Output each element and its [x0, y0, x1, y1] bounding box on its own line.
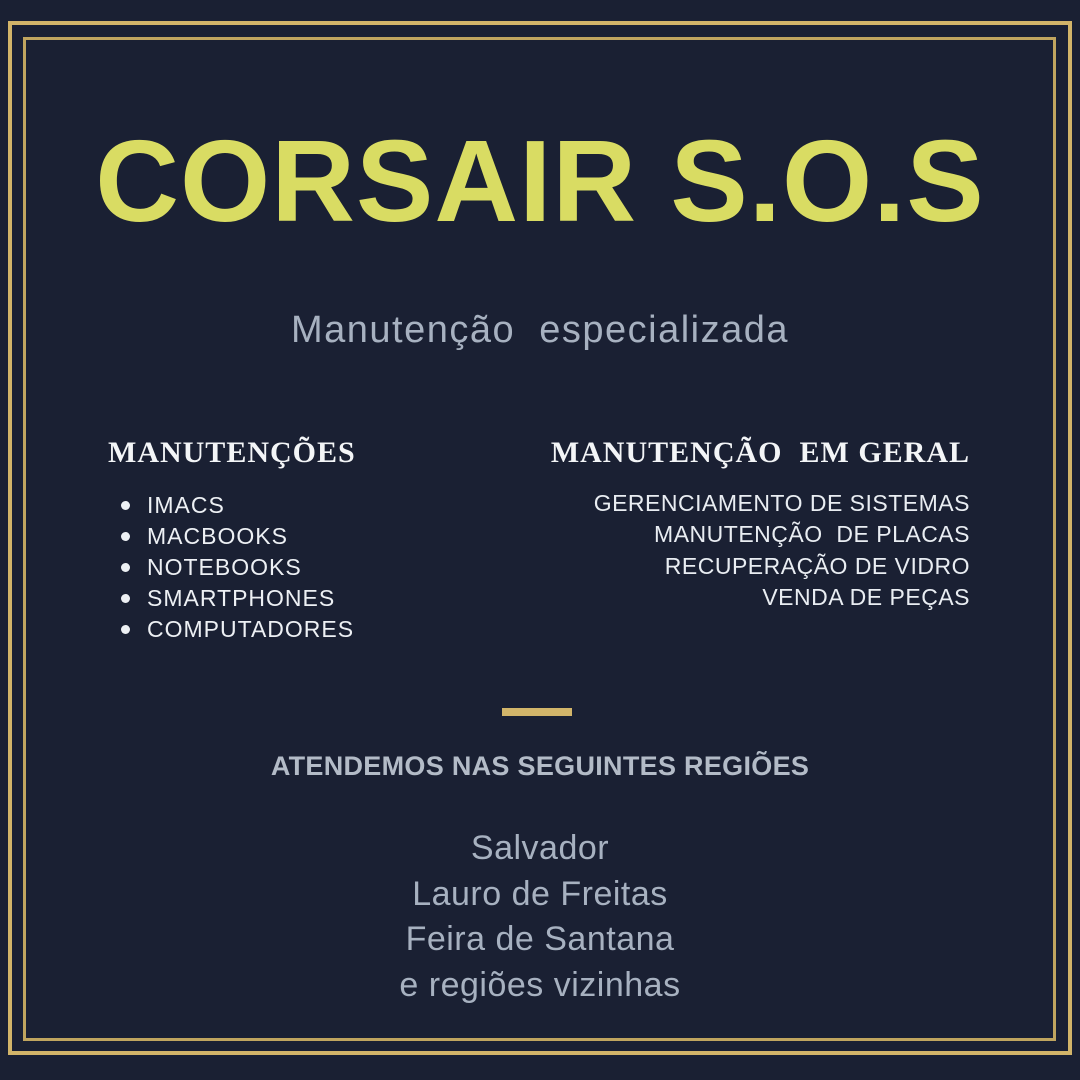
region-item: e regiões vizinhas — [399, 965, 681, 1004]
gold-divider — [502, 708, 572, 716]
region-item: Feira de Santana — [405, 920, 675, 958]
list-item — [108, 552, 356, 583]
list-item — [108, 521, 356, 552]
general-maintenance-heading: MANUTENÇÃO EM GERAL — [550, 436, 970, 469]
general-maintenance-list — [551, 488, 970, 613]
region-item: Salvador — [470, 829, 610, 867]
list-item — [108, 583, 356, 614]
region-item: Lauro de Freitas — [412, 874, 668, 913]
bullet-icon — [121, 501, 130, 510]
bullet-icon — [121, 625, 130, 634]
regions-list — [0, 826, 1080, 1008]
services-section — [108, 436, 970, 645]
bullet-icon — [121, 594, 130, 603]
list-item: VENDA DE PEÇAS — [762, 583, 970, 610]
list-item-label: MACBOOKS — [147, 523, 288, 549]
bullet-icon — [121, 563, 130, 572]
list-item — [108, 614, 356, 645]
regions-heading: ATENDEMOS NAS SEGUINTES REGIÕES — [270, 751, 810, 781]
list-item-label: NOTEBOOKS — [147, 554, 302, 580]
general-maintenance-column — [551, 436, 970, 613]
brand-subtitle: Manutenção especializada — [290, 309, 790, 351]
brand-title: CORSAIR S.O.S — [95, 116, 985, 246]
maintenance-column — [108, 436, 356, 645]
list-item-label: COMPUTADORES — [147, 616, 355, 642]
list-item-label: SMARTPHONES — [147, 585, 336, 611]
maintenance-heading: MANUTENÇÕES — [108, 436, 356, 469]
list-item: MANUTENÇÃO DE PLACAS — [654, 521, 970, 548]
list-item — [108, 490, 356, 521]
maintenance-list — [108, 490, 356, 645]
list-item-label: IMACS — [147, 492, 225, 518]
list-item: GERENCIAMENTO DE SISTEMAS — [593, 490, 970, 516]
list-item: RECUPERAÇÃO DE VIDRO — [664, 552, 970, 579]
bullet-icon — [121, 532, 130, 541]
